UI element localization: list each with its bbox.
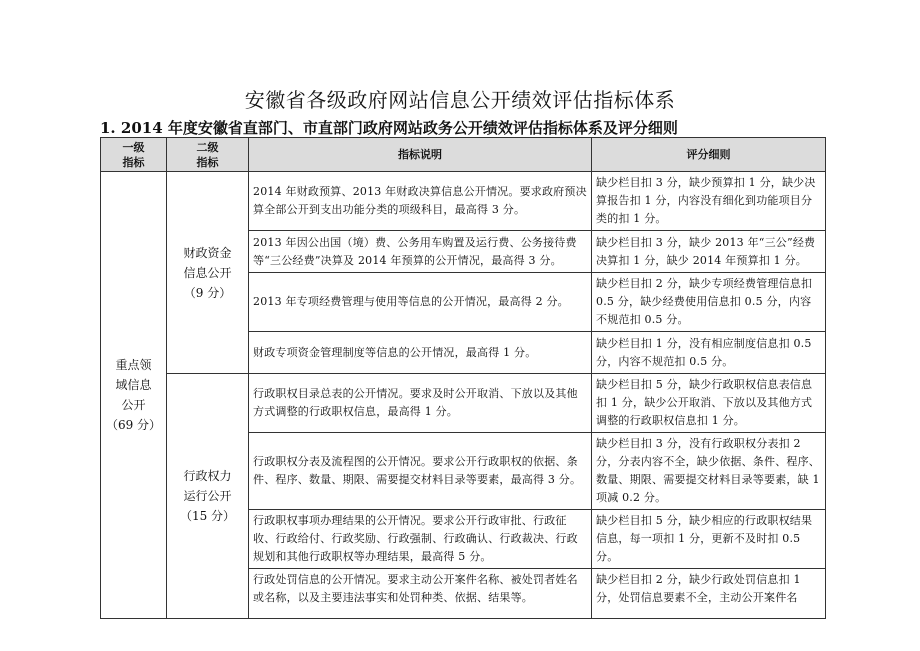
- scoring-rule: 缺少栏目扣 3 分，没有行政职权分表扣 2 分，分表内容不全，缺少依据、条件、程序、数量、期限、需要提交材料目录等要素，缺 1 项减 0.2 分。: [592, 433, 826, 510]
- indicator-description: 行政职权目录总表的公开情况。要求及时公开取消、下放以及其他方式调整的行政职权信息，最高得 1 分。: [249, 374, 592, 433]
- indicator-description: 财政专项资金管理制度等信息的公开情况，最高得 1 分。: [249, 332, 592, 374]
- level1-category-cell: [101, 172, 167, 619]
- header-description: 指标说明: [249, 138, 592, 172]
- table-header-row: [101, 138, 826, 172]
- level2-category-cell: [167, 374, 249, 619]
- scoring-rule: 缺少栏目扣 2 分，缺少专项经费管理信息扣 0.5 分，缺少经费使用信息扣 0.5 分，内容不规范扣 0.5 分。: [592, 273, 826, 332]
- header-level1: [101, 138, 167, 172]
- level1-category-label: 重点领 域信息 公开 （69 分）: [105, 358, 162, 432]
- table-row: [101, 172, 826, 231]
- scoring-rule: 缺少栏目扣 2 分，缺少行政处罚信息扣 1 分，处罚信息要素不全，主动公开案件名: [592, 569, 826, 619]
- indicator-description: 行政处罚信息的公开情况。要求主动公开案件名称、被处罚者姓名或名称，以及主要违法事实和处罚种类、依据、结果等。: [249, 569, 592, 619]
- table-row: [101, 374, 826, 433]
- scoring-rule: 缺少栏目扣 5 分，缺少行政职权信息表信息扣 1 分，缺少公开取消、下放以及其他方式调整的行政职权信息扣 1 分。: [592, 374, 826, 433]
- scoring-rule: 缺少栏目扣 3 分，缺少预算扣 1 分，缺少决算报告扣 1 分，内容没有细化到功能项目分类的扣 1 分。: [592, 172, 826, 231]
- indicator-description: 2014 年财政预算、2013 年财政决算信息公开情况。要求政府预决算全部公开到支出功能分类的项级科目，最高得 3 分。: [249, 172, 592, 231]
- header-level2-label: 二级 指标: [196, 140, 219, 169]
- header-level1-label: 一级 指标: [122, 140, 145, 169]
- header-scoring: 评分细则: [592, 138, 826, 172]
- indicator-description: 行政职权分表及流程图的公开情况。要求公开行政职权的依据、条件、程序、数量、期限、需要提交材料目录等要素，最高得 3 分。: [249, 433, 592, 510]
- header-level2: [167, 138, 249, 172]
- scoring-rule: 缺少栏目扣 3 分，缺少 2013 年“三公”经费决算扣 1 分，缺少 2014 年预算扣 1 分。: [592, 231, 826, 273]
- indicator-table: [100, 137, 826, 619]
- scoring-rule: 缺少栏目扣 1 分，没有相应制度信息扣 0.5 分，内容不规范扣 0.5 分。: [592, 332, 826, 374]
- indicator-description: 2013 年专项经费管理与使用等信息的公开情况，最高得 2 分。: [249, 273, 592, 332]
- indicator-description: 行政职权事项办理结果的公开情况。要求公开行政审批、行政征收、行政给付、行政奖励、行政强制、行政确认、行政裁决、行政规划和其他行政职权等办理结果，最高得 5 分。: [249, 510, 592, 569]
- document-title: 安徽省各级政府网站信息公开绩效评估指标体系: [244, 88, 676, 112]
- section-heading: 1. 2014 年度安徽省直部门、市直部门政府网站政务公开绩效评估指标体系及评分细则: [100, 119, 678, 137]
- level2-category-label: 财政资金 信息公开 （9 分）: [183, 245, 232, 300]
- level2-category-cell: [167, 172, 249, 374]
- scoring-rule: 缺少栏目扣 5 分，缺少相应的行政职权结果信息，每一项扣 1 分，更新不及时扣 0.5 分。: [592, 510, 826, 569]
- indicator-description: 2013 年因公出国（境）费、公务用车购置及运行费、公务接待费等“三公经费”决算及 2014 年预算的公开情况，最高得 3 分。: [249, 231, 592, 273]
- level2-category-label: 行政权力 运行公开 （15 分）: [179, 469, 236, 523]
